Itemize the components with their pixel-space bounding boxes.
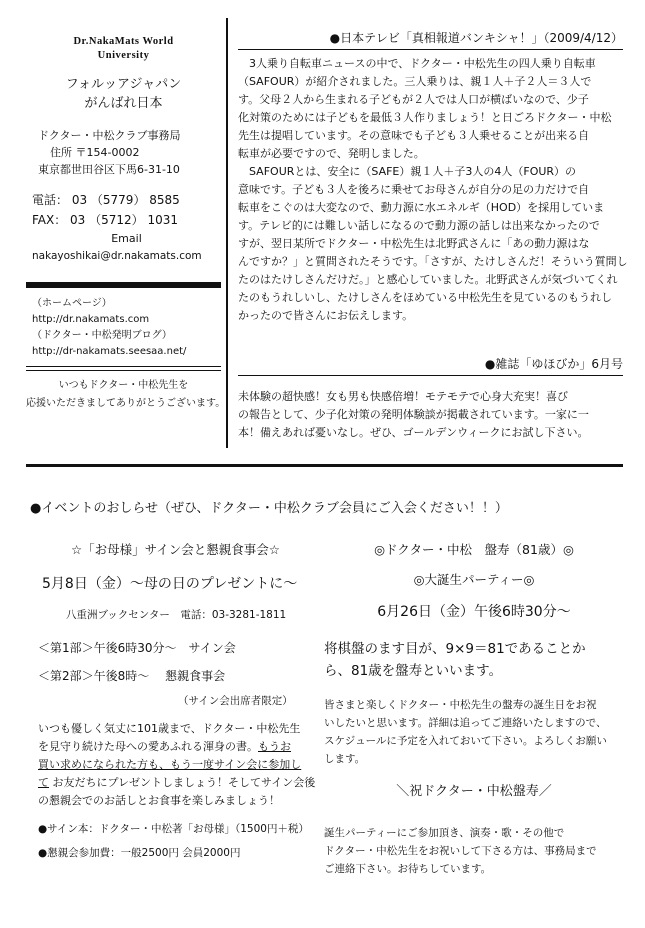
events-title: ●イベントのおしらせ（ぜひ、ドクター・中松クラブ会員にご入会ください！！） bbox=[30, 501, 508, 516]
event-sign-meeting bbox=[38, 540, 316, 862]
event-sign-title: ☆「お母様」サイン会と懇親食事会☆ bbox=[70, 542, 281, 557]
article-tv-body: 3人乗り自転車ニュースの中で、ドクター・中松先生の四人乗り自転車 （SAFOUR）が紹介されました。三人乗りは、親１人＋子２人＝３人で す。父母２人から生まれる子どもが２人では人口が横ばいなので、少子 化対策のためには子どもを最低３人作りましょう！と日ごろドクター・中松 先生は提唱しています。その意味でも子ども３人乗せることが出来る自 転車が必要ですので、発明しました。 SAFOURとは、安全に（SAFE）親１人＋子3人の4人（FOUR）の 意味です。子ども３人を後ろに乗せてお母さんが自分の足の力だけで自 転車をこぐのは大変なので、動力源に水エネルギ（HOD）を採用していま す。テレビ的には難しい話しになるので動力源の話しは出来なかったので すが、翌日某所でドクター・中松先生は北野武さんに「あの動力源はな んですか？」と質問されたそうです。「さすが、たけしさんだ！そういう質問し たのはたけしさんだけだ。」と感心していました。北野武さんが気づいてくれ たのもうれしいし、たけしさんをほめている中松先生を見ているのもうれし かったので皆さんにお伝えします。 bbox=[238, 57, 628, 322]
article-tv-heading bbox=[238, 30, 623, 46]
article-magazine-heading bbox=[238, 356, 623, 376]
event-birthday-explain: 将棋盤のます目が、9×9＝81であることか ら、81歳を盤寿といいます。 bbox=[324, 641, 586, 679]
event-birthday-celebrate: ＼祝ドクター・中松盤寿／ bbox=[396, 784, 552, 799]
section-divider bbox=[26, 464, 623, 467]
heading-rule bbox=[238, 375, 623, 376]
slogan: フォルッアジャパン がんばれ日本 bbox=[65, 77, 182, 111]
divider-bar bbox=[26, 282, 221, 288]
event-birthday-date: 6月26日（金）午後6時30分～ bbox=[377, 604, 571, 620]
event-birthday-title1: ◎ドクター・中松 盤寿（81歳）◎ bbox=[374, 542, 574, 557]
links: （ホームページ） http://dr.nakamats.com （ドクター・中松発明ブログ） http://dr-nakamats.seesaa.net/ bbox=[26, 296, 221, 360]
university-name: Dr.NakaMats World University bbox=[73, 36, 174, 61]
thanks-message: いつもドクター・中松先生を 応援いただきましてありがとうございます。 bbox=[26, 380, 226, 409]
event-note: （サイン会出席者限定） bbox=[178, 695, 293, 707]
article-tv bbox=[238, 30, 628, 325]
tel: 電話： 03 （5779） 8585 bbox=[32, 193, 180, 207]
event-sign-venue: 八重洲ブックセンター 電話：03-3281-1811 bbox=[66, 609, 287, 621]
email-label: Email bbox=[111, 232, 142, 245]
event-birthday-body: 皆さまと楽しくドクター・中松先生の盤寿の誕生日をお祝 いしたいと思います。詳細は追ってご連絡いたしますので、 スケジュールに予定を入れておいて下さい。よろしくお願い します。 bbox=[324, 699, 607, 765]
fax: FAX： 03 （5712） 1031 bbox=[32, 213, 179, 227]
event-part2: ＜第2部＞午後8時～ 懇親食事会 bbox=[38, 669, 226, 683]
article-tv-date: （2009/4/12） bbox=[543, 31, 623, 45]
event-part1: ＜第1部＞午後6時30分～ サイン会 bbox=[38, 641, 236, 655]
column-divider bbox=[226, 18, 228, 448]
homepage-link[interactable]: http://dr.nakamats.com bbox=[32, 314, 150, 325]
double-rule bbox=[26, 366, 221, 371]
event-book: ●サイン本：ドクター・中松著「お母様」（1500円＋税） bbox=[38, 823, 309, 835]
event-sign-date: 5月8日（金）～母の日のプレゼントに～ bbox=[42, 576, 298, 592]
event-birthday-title2: ◎大誕生パーティー◎ bbox=[413, 572, 535, 587]
blog-link[interactable]: http://dr-nakamats.seesaa.net/ bbox=[32, 346, 187, 357]
event-birthday-closing: 誕生パーティーにご参加頂き、演奏・歌・その他で ドクター・中松先生をお祝いして下さる方は、事務局まで ご連絡下さい。お待ちしています。 bbox=[324, 827, 597, 875]
office-address: ドクター・中松クラブ事務局 住所 〒154-0002 東京都世田谷区下馬6-31-10 bbox=[38, 129, 181, 176]
contact-info bbox=[26, 190, 221, 264]
article-tv-title: ●日本テレビ「真相報道バンキシャ！」 bbox=[329, 31, 544, 45]
event-sign-body: いつも優しく気丈に101歳まで、ドクター・中松先生 を見守り続けた母への愛あふれる渾身の書。もうお 買い求めになられた方も、もう一度サイン会に参加し て お友だちにプレゼントしましょう！そしてサイン会後 の懇親会でのお話しとお食事を楽しみましょう！ bbox=[38, 722, 316, 807]
email-address[interactable]: nakayoshikai@dr.nakamats.com bbox=[32, 250, 202, 262]
event-fee: ●懇親会参加費：一般2500円 会員2000円 bbox=[38, 847, 241, 859]
sidebar bbox=[26, 35, 226, 413]
article-magazine-title: ●雑誌「ゆほびか」6月号 bbox=[484, 357, 623, 371]
heading-rule bbox=[238, 49, 623, 50]
article-magazine-body: 未体験の超快感！女も男も快感倍増！モテモテで心身大充実！喜び の報告として、少子化対策の発明体験談が掲載されています。一家に一 本！備えあれば憂いなし。ぜひ、ゴールデンウィークにお試し下さい。 bbox=[238, 390, 589, 439]
event-birthday bbox=[324, 540, 624, 878]
